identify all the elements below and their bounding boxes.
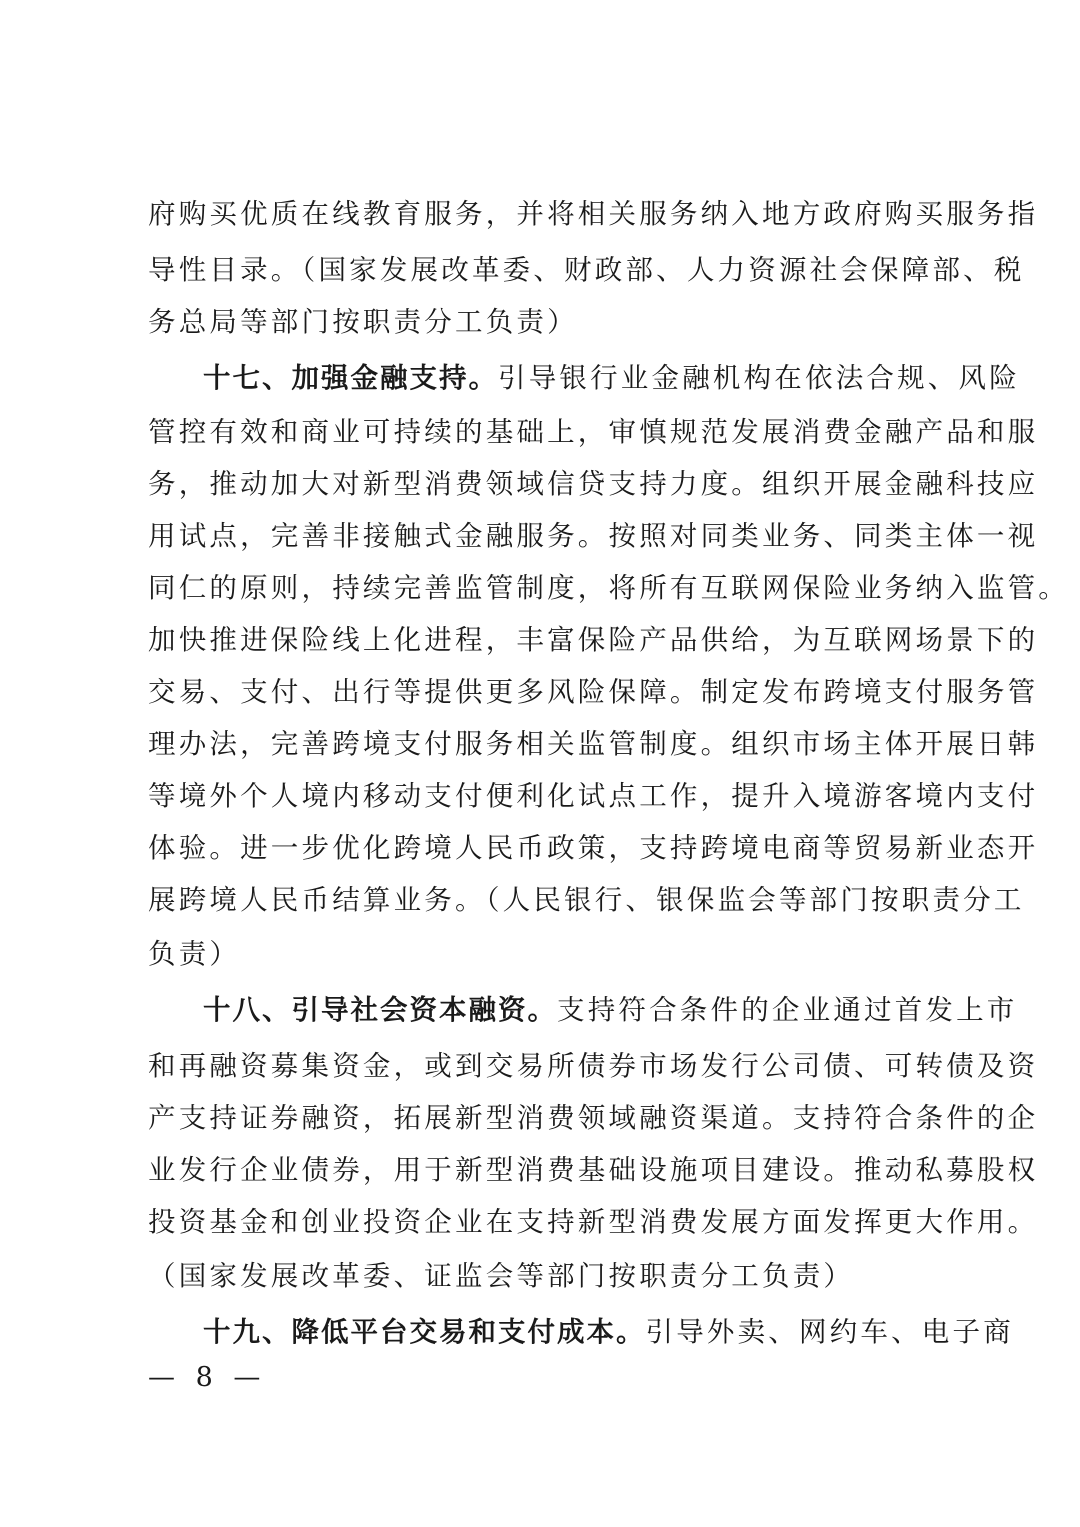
text-line [148, 774, 1039, 818]
section-heading-18: 十八、引导社会资本融资。 [203, 994, 557, 1026]
text-line-content: 引导银行业金融机构在依法合规、风险 [498, 362, 1020, 394]
text-line [148, 670, 1039, 714]
text-line-content: （国家发展改革委、证监会等部门按职责分工负责） [148, 1260, 855, 1292]
section-heading-19: 十九、降低平台交易和支付成本。 [203, 1316, 646, 1348]
text-line [148, 932, 932, 976]
text-line [148, 566, 1069, 610]
text-line [148, 618, 1039, 662]
text-line-content: 交易、支付、出行等提供更多风险保障。制定发布跨境支付服务管 [148, 676, 1039, 708]
text-line-content: 展跨境人民币结算业务。（人民银行、银保监会等部门按职责分工 [148, 884, 1025, 916]
text-line [148, 514, 1039, 558]
text-line [148, 722, 1039, 766]
text-line [148, 1148, 1039, 1192]
text-line-content: 务，推动加大对新型消费领域信贷支持力度。组织开展金融科技应 [148, 468, 1039, 500]
text-line [148, 248, 1025, 292]
text-line [148, 1200, 1039, 1244]
text-line-content: 体验。进一步优化跨境人民币政策，支持跨境电商等贸易新业态开 [148, 832, 1039, 864]
text-line-content: 用试点，完善非接触式金融服务。按照对同类业务、同类主体一视 [148, 520, 1039, 552]
text-line-content: 投资基金和创业投资企业在支持新型消费发展方面发挥更大作用。 [148, 1206, 1039, 1238]
paragraph-17-first-line [203, 356, 1020, 400]
text-line [148, 878, 1025, 922]
text-line [148, 1044, 1039, 1088]
text-line-content: 等境外个人境内移动支付便利化试点工作，提升入境游客境内支付 [148, 780, 1039, 812]
text-line-content: 引导外卖、网约车、电子商 [645, 1316, 1014, 1348]
text-line [148, 462, 1039, 506]
paragraph-18-first-line [203, 988, 1018, 1032]
text-line-content: 负责） [148, 938, 241, 970]
section-heading-17: 十七、加强金融支持。 [203, 362, 498, 394]
text-line-content: 理办法，完善跨境支付服务相关监管制度。组织市场主体开展日韩 [148, 728, 1039, 760]
text-line [148, 1254, 932, 1298]
text-line-content: 导性目录。（国家发展改革委、财政部、人力资源社会保障部、税 [148, 254, 1025, 286]
text-line-content: 同仁的原则，持续完善监管制度，将所有互联网保险业务纳入监管。 [148, 572, 1069, 604]
text-line-content: 加快推进保险线上化进程，丰富保险产品供给，为互联网场景下的 [148, 624, 1039, 656]
text-line [148, 300, 932, 344]
text-line-content: 业发行企业债券，用于新型消费基础设施项目建设。推动私募股权 [148, 1154, 1039, 1186]
text-line [148, 410, 1039, 454]
text-line-content: 产支持证券融资，拓展新型消费领域融资渠道。支持符合条件的企 [148, 1102, 1039, 1134]
text-line [148, 1096, 1039, 1140]
text-line-content: 和再融资募集资金，或到交易所债券市场发行公司债、可转债及资 [148, 1050, 1039, 1082]
text-line-content: 支持符合条件的企业通过首发上市 [557, 994, 1018, 1026]
text-line [148, 192, 1039, 236]
page-number: — 8 — [148, 1362, 267, 1393]
paragraph-19-first-line [203, 1310, 1014, 1354]
text-line-content: 府购买优质在线教育服务，并将相关服务纳入地方政府购买服务指 [148, 198, 1039, 230]
text-line-content: 务总局等部门按职责分工负责） [148, 306, 578, 338]
text-line [148, 826, 1039, 870]
text-line-content: 管控有效和商业可持续的基础上，审慎规范发展消费金融产品和服 [148, 416, 1039, 448]
